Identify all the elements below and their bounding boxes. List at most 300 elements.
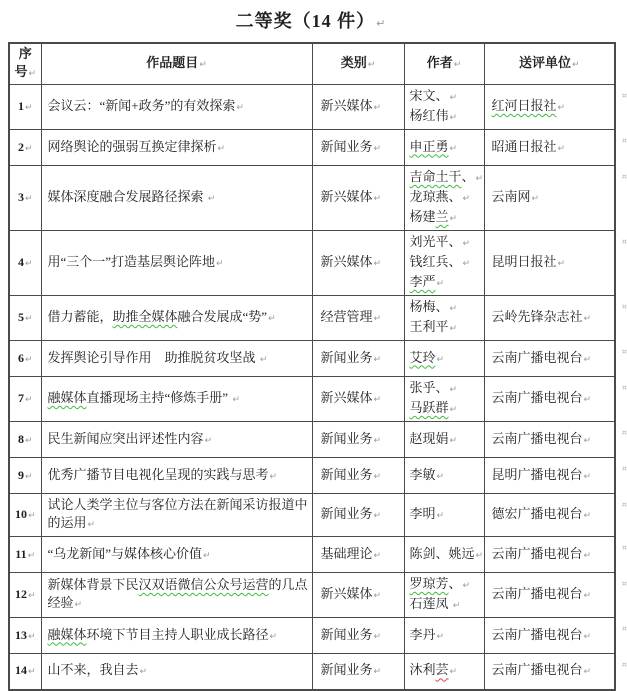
paragraph-mark: ↵: [449, 667, 458, 678]
row-end-mark: ¤: [621, 579, 627, 588]
authors-cell[interactable]: [404, 341, 484, 377]
author-line: [409, 545, 484, 565]
spellcheck-green-segment: 融媒体: [47, 390, 87, 405]
text-segment: 杨梅、: [409, 299, 449, 314]
spellcheck-green-segment: 红河日报社: [491, 98, 557, 113]
document-title-text: 二等奖（14 件）: [235, 11, 376, 31]
row-number: 11: [15, 546, 27, 561]
unit-cell[interactable]: [484, 654, 627, 690]
unit-cell[interactable]: [484, 377, 627, 422]
spellcheck-green-segment: 吉命土干: [409, 169, 462, 184]
unit-cell[interactable]: [484, 130, 627, 166]
category-cell[interactable]: [312, 231, 404, 296]
author-line: [410, 298, 481, 318]
unit-cell[interactable]: [484, 618, 627, 654]
row-number-cell[interactable]: [9, 654, 41, 690]
text-segment: 龙琼燕、: [409, 189, 462, 204]
spellcheck-red-segment: 芸: [435, 662, 449, 678]
row-number-cell[interactable]: [9, 422, 41, 458]
paragraph-mark: ↵: [557, 143, 566, 154]
paragraph-mark: ↵: [583, 314, 592, 324]
paragraph-mark: ↵: [583, 667, 592, 678]
table-row: [9, 618, 615, 654]
row-end-mark: ¤: [621, 136, 627, 145]
text-segment: 赵现娟: [409, 430, 449, 446]
paragraph-mark: ↵: [583, 550, 592, 561]
text-segment: 张乎、: [409, 380, 449, 395]
text-segment: 云南广播电视台: [491, 626, 583, 642]
paragraph-mark: ↵: [373, 435, 382, 446]
paragraph-mark: ↵: [27, 550, 36, 561]
work-title-cell[interactable]: [41, 618, 312, 654]
paragraph-mark: ↵: [373, 259, 382, 269]
text-segment: 德宏广播电视台: [491, 506, 583, 521]
unit-cell[interactable]: [484, 231, 627, 296]
text-segment: 、: [448, 576, 462, 591]
category-cell[interactable]: [312, 458, 404, 494]
authors-cell[interactable]: [404, 618, 484, 654]
paragraph-mark: ↵: [557, 103, 566, 113]
paragraph-mark: ↵: [24, 143, 33, 154]
paragraph-mark: ↵: [28, 69, 37, 79]
paragraph-mark: ↵: [24, 435, 33, 446]
author-line: [410, 430, 481, 450]
row-number-cell[interactable]: [9, 166, 41, 231]
author-line: [410, 208, 481, 228]
paragraph-mark: ↵: [259, 354, 268, 365]
work-title-cell[interactable]: [41, 422, 312, 458]
unit-cell[interactable]: [484, 537, 627, 573]
text-segment: 直播现场主持“修炼手册”: [86, 390, 232, 405]
paragraph-mark: ↵: [462, 194, 471, 204]
text-segment: 媒体深度融合发展路径探索: [47, 189, 207, 204]
category-cell[interactable]: [312, 130, 404, 166]
paragraph-mark: ↵: [583, 395, 592, 405]
text-segment: 优秀广播节目电视化呈现的实践与思考: [47, 466, 269, 482]
authors-cell[interactable]: [404, 130, 484, 166]
paragraph-mark: ↵: [24, 194, 33, 204]
spellcheck-green-segment: 申正勇: [409, 138, 449, 154]
paragraph-mark: ↵: [373, 471, 382, 482]
row-number: 9: [17, 467, 24, 482]
row-number: 14: [14, 663, 27, 678]
author-line: [410, 318, 481, 338]
paragraph-mark: ↵: [27, 511, 36, 521]
work-title-cell[interactable]: [41, 654, 312, 690]
unit-cell[interactable]: [484, 296, 627, 341]
paragraph-mark: ↵: [373, 667, 382, 678]
paragraph-mark: ↵: [207, 194, 216, 204]
category-cell[interactable]: [312, 377, 404, 422]
table-row: [9, 130, 615, 166]
row-number: 12: [14, 587, 27, 601]
paragraph-mark: ↵: [583, 471, 592, 482]
paragraph-mark: ↵: [24, 103, 33, 113]
row-end-mark: ¤: [621, 302, 627, 311]
row-end-mark: ¤: [621, 543, 627, 552]
text-segment: 杨建: [409, 209, 436, 224]
author-line: [410, 87, 481, 107]
paragraph-mark: ↵: [203, 550, 211, 561]
paragraph-mark: ↵: [217, 143, 226, 154]
paragraph-mark: ↵: [449, 143, 458, 154]
paragraph-mark: ↵: [373, 103, 382, 113]
row-end-mark: ¤: [621, 383, 627, 392]
table-row: [9, 654, 615, 690]
spellcheck-green-segment: 兰: [435, 209, 449, 224]
author-line: [410, 107, 481, 127]
row-number-cell[interactable]: [9, 537, 41, 573]
text-segment: 钱红兵、: [409, 254, 462, 269]
unit-cell[interactable]: [484, 494, 627, 537]
paragraph-mark: ↵: [436, 511, 445, 521]
authors-cell[interactable]: [404, 296, 484, 341]
author-line: [410, 349, 481, 369]
paragraph-mark: ↵: [27, 631, 36, 642]
paragraph-mark: ↵: [24, 354, 33, 365]
paragraph-mark: ↵: [449, 324, 458, 334]
row-number-cell[interactable]: [9, 85, 41, 130]
text-segment: 李明: [409, 506, 436, 521]
header-row: [9, 43, 615, 85]
row-number: 3: [17, 190, 24, 204]
category-cell[interactable]: [312, 296, 404, 341]
text-segment: 云南广播电视台: [491, 430, 583, 446]
category-cell[interactable]: [312, 537, 404, 573]
paragraph-mark: ↵: [24, 314, 33, 324]
paragraph-mark: ↵: [373, 591, 382, 601]
paragraph-mark: ↵: [449, 435, 458, 446]
category-cell[interactable]: [312, 618, 404, 654]
row-number: 10: [14, 507, 27, 521]
text-segment: 王利平: [409, 319, 449, 334]
text-segment: 、: [461, 169, 475, 184]
row-number-cell[interactable]: [9, 296, 41, 341]
header-label: 序: [18, 46, 32, 61]
unit-cell[interactable]: [484, 85, 627, 130]
author-line: [410, 505, 481, 525]
paragraph-mark: ↵: [199, 60, 207, 70]
text-segment: 云南广播电视台: [491, 662, 583, 678]
category-cell[interactable]: [312, 494, 404, 537]
paragraph-mark: ↵: [367, 60, 376, 70]
paragraph-mark: ↵: [557, 259, 566, 269]
author-line: [409, 168, 484, 188]
header-label: 作品题目: [146, 55, 199, 70]
text-segment: 云岭先锋杂志社: [491, 309, 583, 324]
paragraph-mark: ↵: [449, 214, 458, 224]
paragraph-mark: ↵: [462, 239, 471, 249]
spellcheck-green-segment: 艾玲: [409, 349, 436, 365]
row-number-cell[interactable]: [9, 494, 41, 537]
paragraph-mark: ↵: [24, 471, 33, 482]
text-segment: 昆明广播电视台: [491, 466, 583, 482]
text-segment: 民生新闻应突出评述性内容: [47, 430, 204, 446]
header-label: 号: [14, 64, 28, 79]
row-end-mark: ¤: [621, 91, 627, 100]
spellcheck-green-segment: 罗琼芳: [409, 576, 449, 591]
text-segment: “乌龙新闻”与媒体核心价值: [47, 545, 203, 561]
text-segment: 李丹: [409, 626, 436, 642]
text-segment: 融合发展成“势”: [177, 309, 268, 324]
paragraph-mark: ↵: [452, 601, 461, 611]
paragraph-mark: ↵: [373, 314, 382, 324]
spellcheck-green-segment: 马跃群: [409, 400, 449, 415]
category-label: 新兴媒体: [320, 98, 373, 113]
table-row: [9, 377, 615, 422]
header-label: 类别: [340, 55, 367, 70]
row-end-mark: ¤: [621, 500, 627, 509]
row-number-cell[interactable]: [9, 618, 41, 654]
work-title-cell[interactable]: [41, 231, 312, 296]
paragraph-mark: ↵: [373, 550, 382, 561]
text-segment: 李敏: [409, 466, 436, 482]
paragraph-mark: ↵: [475, 550, 484, 561]
row-end-mark: ¤: [621, 172, 627, 181]
authors-cell[interactable]: [404, 494, 484, 537]
author-line: [410, 575, 481, 595]
work-title-cell[interactable]: [41, 341, 312, 377]
row-end-mark: ¤: [621, 347, 627, 356]
text-segment: 沐利: [409, 662, 436, 678]
text-segment: 刘光平、: [409, 234, 462, 249]
table-row: [9, 341, 615, 377]
category-label: 新闻业务: [320, 466, 373, 482]
category-label: 新兴媒体: [320, 189, 373, 204]
paragraph-mark: ↵: [373, 143, 382, 154]
row-number-cell[interactable]: [9, 377, 41, 422]
table-row: [9, 458, 615, 494]
row-number-cell[interactable]: [9, 130, 41, 166]
work-title-cell[interactable]: [41, 166, 312, 231]
authors-cell[interactable]: [404, 377, 484, 422]
row-number-cell[interactable]: [9, 341, 41, 377]
row-number: 5: [17, 310, 24, 324]
awards-table: [8, 42, 627, 691]
authors-cell[interactable]: [404, 231, 484, 296]
paragraph-mark: ↵: [583, 354, 592, 365]
text-segment: 昭通日报社: [491, 138, 557, 154]
authors-cell[interactable]: [404, 654, 484, 690]
category-cell[interactable]: [312, 573, 404, 618]
author-line: [410, 626, 481, 646]
category-label: 新闻业务: [320, 138, 373, 154]
paragraph-mark: ↵: [583, 435, 592, 446]
category-label: 新兴媒体: [320, 586, 373, 601]
row-number: 13: [14, 627, 27, 642]
paragraph-mark: ↵: [27, 591, 36, 601]
authors-cell[interactable]: [404, 537, 484, 573]
text-segment: 环境下节目主持人职业成长路径: [86, 626, 269, 642]
paragraph-mark: ↵: [373, 631, 382, 642]
awards-table-body: [9, 85, 627, 690]
paragraph-mark: ↵: [24, 259, 33, 269]
author-line: [410, 466, 481, 486]
work-title-cell[interactable]: [41, 494, 312, 537]
paragraph-mark: ↵: [475, 174, 484, 184]
text-segment: 发挥舆论引导作用 助推脱贫攻坚战: [47, 349, 259, 365]
row-number-cell[interactable]: [9, 231, 41, 296]
category-label: 新闻业务: [320, 430, 373, 446]
spellcheck-green-segment: 助推全媒体: [112, 309, 178, 324]
paragraph-mark: ↵: [449, 385, 458, 395]
paragraph-mark: ↵: [139, 667, 148, 678]
text-segment: 云南广播电视台: [491, 349, 583, 365]
paragraph-mark: ↵: [571, 60, 580, 70]
header-cell-4[interactable]: [484, 43, 615, 85]
paragraph-mark: ↵: [436, 279, 445, 289]
text-segment: 杨红伟: [409, 108, 449, 123]
text-segment: 云南广播电视台: [491, 545, 583, 561]
table-row: [9, 422, 615, 458]
paragraph-mark: ↵: [583, 631, 592, 642]
author-line: [410, 188, 481, 208]
authors-cell[interactable]: [404, 166, 484, 231]
row-number: 8: [17, 431, 24, 446]
text-segment: 云南广播电视台: [491, 586, 583, 601]
document-title[interactable]: [0, 7, 622, 33]
authors-cell[interactable]: [404, 85, 484, 130]
author-line: [410, 273, 481, 293]
unit-cell[interactable]: [484, 422, 627, 458]
table-row: [9, 231, 615, 296]
text-segment: 试论人类学主位与客位方法在新闻采访报道中的运用: [47, 497, 308, 530]
text-segment: 会议云：“新闻+政务”的有效探索: [47, 98, 236, 113]
text-segment: 云南广播电视台: [491, 390, 583, 405]
paragraph-mark: ↵: [436, 631, 445, 642]
table-row: [9, 573, 615, 618]
unit-cell[interactable]: [484, 166, 627, 231]
category-label: 新闻业务: [320, 349, 373, 365]
paragraph-mark: ↵: [449, 93, 458, 103]
header-cell-3[interactable]: [404, 43, 484, 85]
unit-cell[interactable]: [484, 341, 627, 377]
paragraph-mark: ↵: [373, 511, 382, 521]
text-segment: 用“三个一”打造基层舆论阵地: [47, 254, 216, 269]
paragraph-mark: ↵: [373, 354, 382, 365]
authors-cell[interactable]: [404, 422, 484, 458]
header-label: 作者: [426, 55, 453, 70]
author-line: [410, 379, 481, 399]
table-row: [9, 85, 615, 130]
text-segment: 山不来，我自去: [47, 662, 139, 678]
authors-cell[interactable]: [404, 458, 484, 494]
header-label: 送评单位: [518, 55, 571, 70]
row-end-mark: ¤: [621, 428, 627, 437]
category-label: 基础理论: [320, 545, 373, 561]
header-cell-1[interactable]: [41, 43, 312, 85]
text-segment: 的几点经验: [47, 577, 308, 610]
paragraph-mark: ↵: [453, 60, 462, 70]
work-title-cell[interactable]: [41, 573, 312, 618]
author-line: [410, 661, 481, 681]
paragraph-mark: ↵: [583, 511, 592, 521]
text-segment: 石莲凤: [409, 596, 452, 611]
paragraph-mark: ↵: [583, 591, 592, 601]
author-line: [410, 233, 481, 253]
spellcheck-green-segment: 融媒体: [47, 626, 87, 642]
paragraph-mark: ↵: [27, 667, 36, 678]
row-end-mark: ¤: [621, 624, 627, 633]
work-title-cell[interactable]: [41, 537, 312, 573]
paragraph-mark: ↵: [236, 103, 244, 113]
paragraph-mark: ↵: [373, 194, 382, 204]
paragraph-mark: ↵: [74, 600, 83, 610]
text-segment: 网络舆论的强弱互换定律探析: [47, 138, 217, 154]
work-title-cell[interactable]: [41, 377, 312, 422]
paragraph-mark: ↵: [436, 471, 445, 482]
paragraph-mark: ↵: [462, 259, 471, 269]
category-label: 新闻业务: [320, 662, 373, 678]
text-segment: 云南网: [491, 189, 531, 204]
category-label: 新兴媒体: [320, 390, 373, 405]
table-row: [9, 166, 615, 231]
paragraph-mark: ↵: [87, 520, 96, 530]
work-title-cell[interactable]: [41, 130, 312, 166]
work-title-cell[interactable]: [41, 296, 312, 341]
unit-cell[interactable]: [484, 573, 627, 618]
author-line: [410, 253, 481, 273]
author-line: [410, 138, 481, 158]
row-number: 7: [17, 391, 24, 405]
unit-cell[interactable]: [484, 458, 627, 494]
paragraph-mark: ↵: [531, 194, 540, 204]
author-line: [410, 399, 481, 419]
category-cell[interactable]: [312, 654, 404, 690]
text-segment: 新媒体背景下民: [47, 577, 139, 592]
row-number-cell[interactable]: [9, 573, 41, 618]
paragraph-mark: ↵: [269, 471, 278, 482]
row-number: 4: [17, 255, 24, 269]
work-title-cell[interactable]: [41, 85, 312, 130]
paragraph-mark: ↵: [216, 259, 224, 269]
paragraph-mark: ↵: [376, 17, 387, 30]
paragraph-mark: ↵: [462, 581, 471, 591]
header-cell-2[interactable]: [312, 43, 404, 85]
row-end-mark: ¤: [621, 660, 627, 669]
table-row: [9, 296, 615, 341]
paragraph-mark: ↵: [268, 314, 276, 324]
category-cell[interactable]: [312, 166, 404, 231]
category-cell[interactable]: [312, 85, 404, 130]
text-segment: 陈剑、姚远: [409, 545, 475, 561]
paragraph-mark: ↵: [449, 304, 458, 314]
paragraph-mark: ↵: [204, 435, 213, 446]
row-number-cell[interactable]: [9, 458, 41, 494]
table-row: [9, 494, 615, 537]
category-cell[interactable]: [312, 422, 404, 458]
paragraph-mark: ↵: [232, 395, 240, 405]
category-cell[interactable]: [312, 341, 404, 377]
spellcheck-green-segment: 李严: [409, 274, 436, 289]
category-label: 新闻业务: [320, 626, 373, 642]
text-segment: 昆明日报社: [491, 254, 557, 269]
category-label: 经营管理: [320, 309, 373, 324]
author-line: [410, 595, 481, 615]
category-label: 新闻业务: [320, 506, 373, 521]
row-number: 6: [17, 350, 24, 365]
category-label: 新兴媒体: [320, 254, 373, 269]
work-title-cell[interactable]: [41, 458, 312, 494]
row-end-mark: ¤: [621, 464, 627, 473]
spellcheck-green-segment: 汉双语微信公众号运营: [138, 577, 269, 592]
header-cell-0[interactable]: [9, 43, 41, 85]
paragraph-mark: ↵: [373, 395, 382, 405]
text-segment: 宋文、: [409, 88, 449, 103]
paragraph-mark: ↵: [269, 631, 278, 642]
authors-cell[interactable]: [404, 573, 484, 618]
row-end-mark: ¤: [621, 237, 627, 246]
